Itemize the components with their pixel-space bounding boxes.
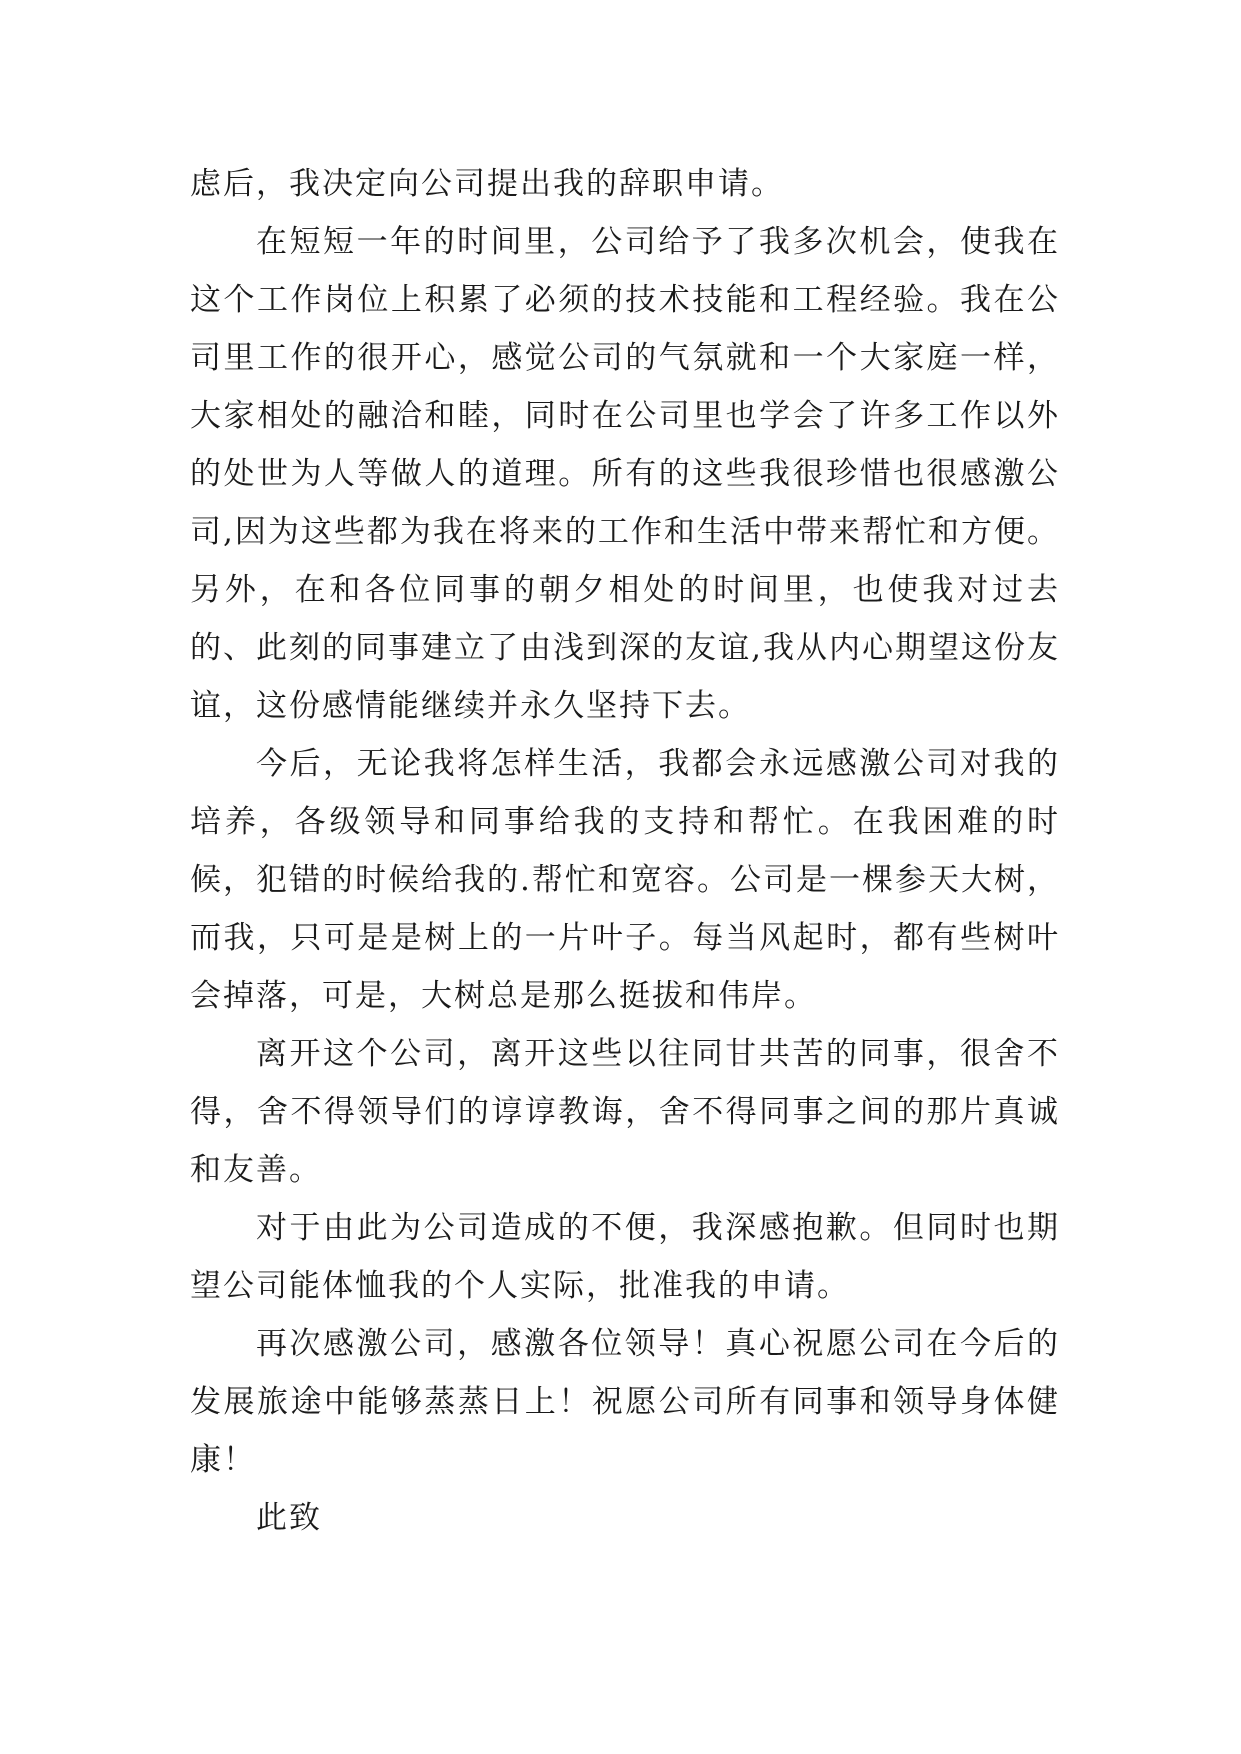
paragraph-apology: 对于由此为公司造成的不便，我深感抱歉。但同时也期望公司能体恤我的个人实际，批准我的申请。 (190, 1210, 1060, 1304)
closing-salutation: 此致 (256, 1500, 322, 1536)
paragraph-future: 今后，无论我将怎样生活，我都会永远感激公司对我的培养，各级领导和同事给我的支持和帮忙。在我困难的时候，犯错的时候给我的.帮忙和宽容。公司是一棵参天大树，而我，只可是是树上的一片叶子。每当风起时，都有些树叶会掉落，可是，大树总是那么挺拔和伟岸。 (190, 746, 1060, 1014)
paragraph-wishes: 再次感激公司，感激各位领导！真心祝愿公司在今后的发展旅途中能够蒸蒸日上！祝愿公司所有同事和领导身体健康！ (190, 1326, 1060, 1478)
paragraph-farewell: 离开这个公司，离开这些以往同甘共苦的同事，很舍不得，舍不得领导们的谆谆教诲，舍不得同事之间的那片真诚和友善。 (190, 1036, 1060, 1188)
paragraph-continuation: 虑后，我决定向公司提出我的辞职申请。 (190, 166, 784, 202)
letter-body (190, 155, 1060, 1547)
paragraph-gratitude: 在短短一年的时间里，公司给予了我多次机会，使我在这个工作岗位上积累了必须的技术技能和工程经验。我在公司里工作的很开心，感觉公司的气氛就和一个大家庭一样，大家相处的融洽和睦，同时在公司里也学会了许多工作以外的处世为人等做人的道理。所有的这些我很珍惜也很感激公司,因为这些都为我在将来的工作和生活中带来帮忙和方便。另外，在和各位同事的朝夕相处的时间里，也使我对过去的、此刻的同事建立了由浅到深的友谊,我从内心期望这份友谊，这份感情能继续并永久坚持下去。 (190, 224, 1060, 724)
